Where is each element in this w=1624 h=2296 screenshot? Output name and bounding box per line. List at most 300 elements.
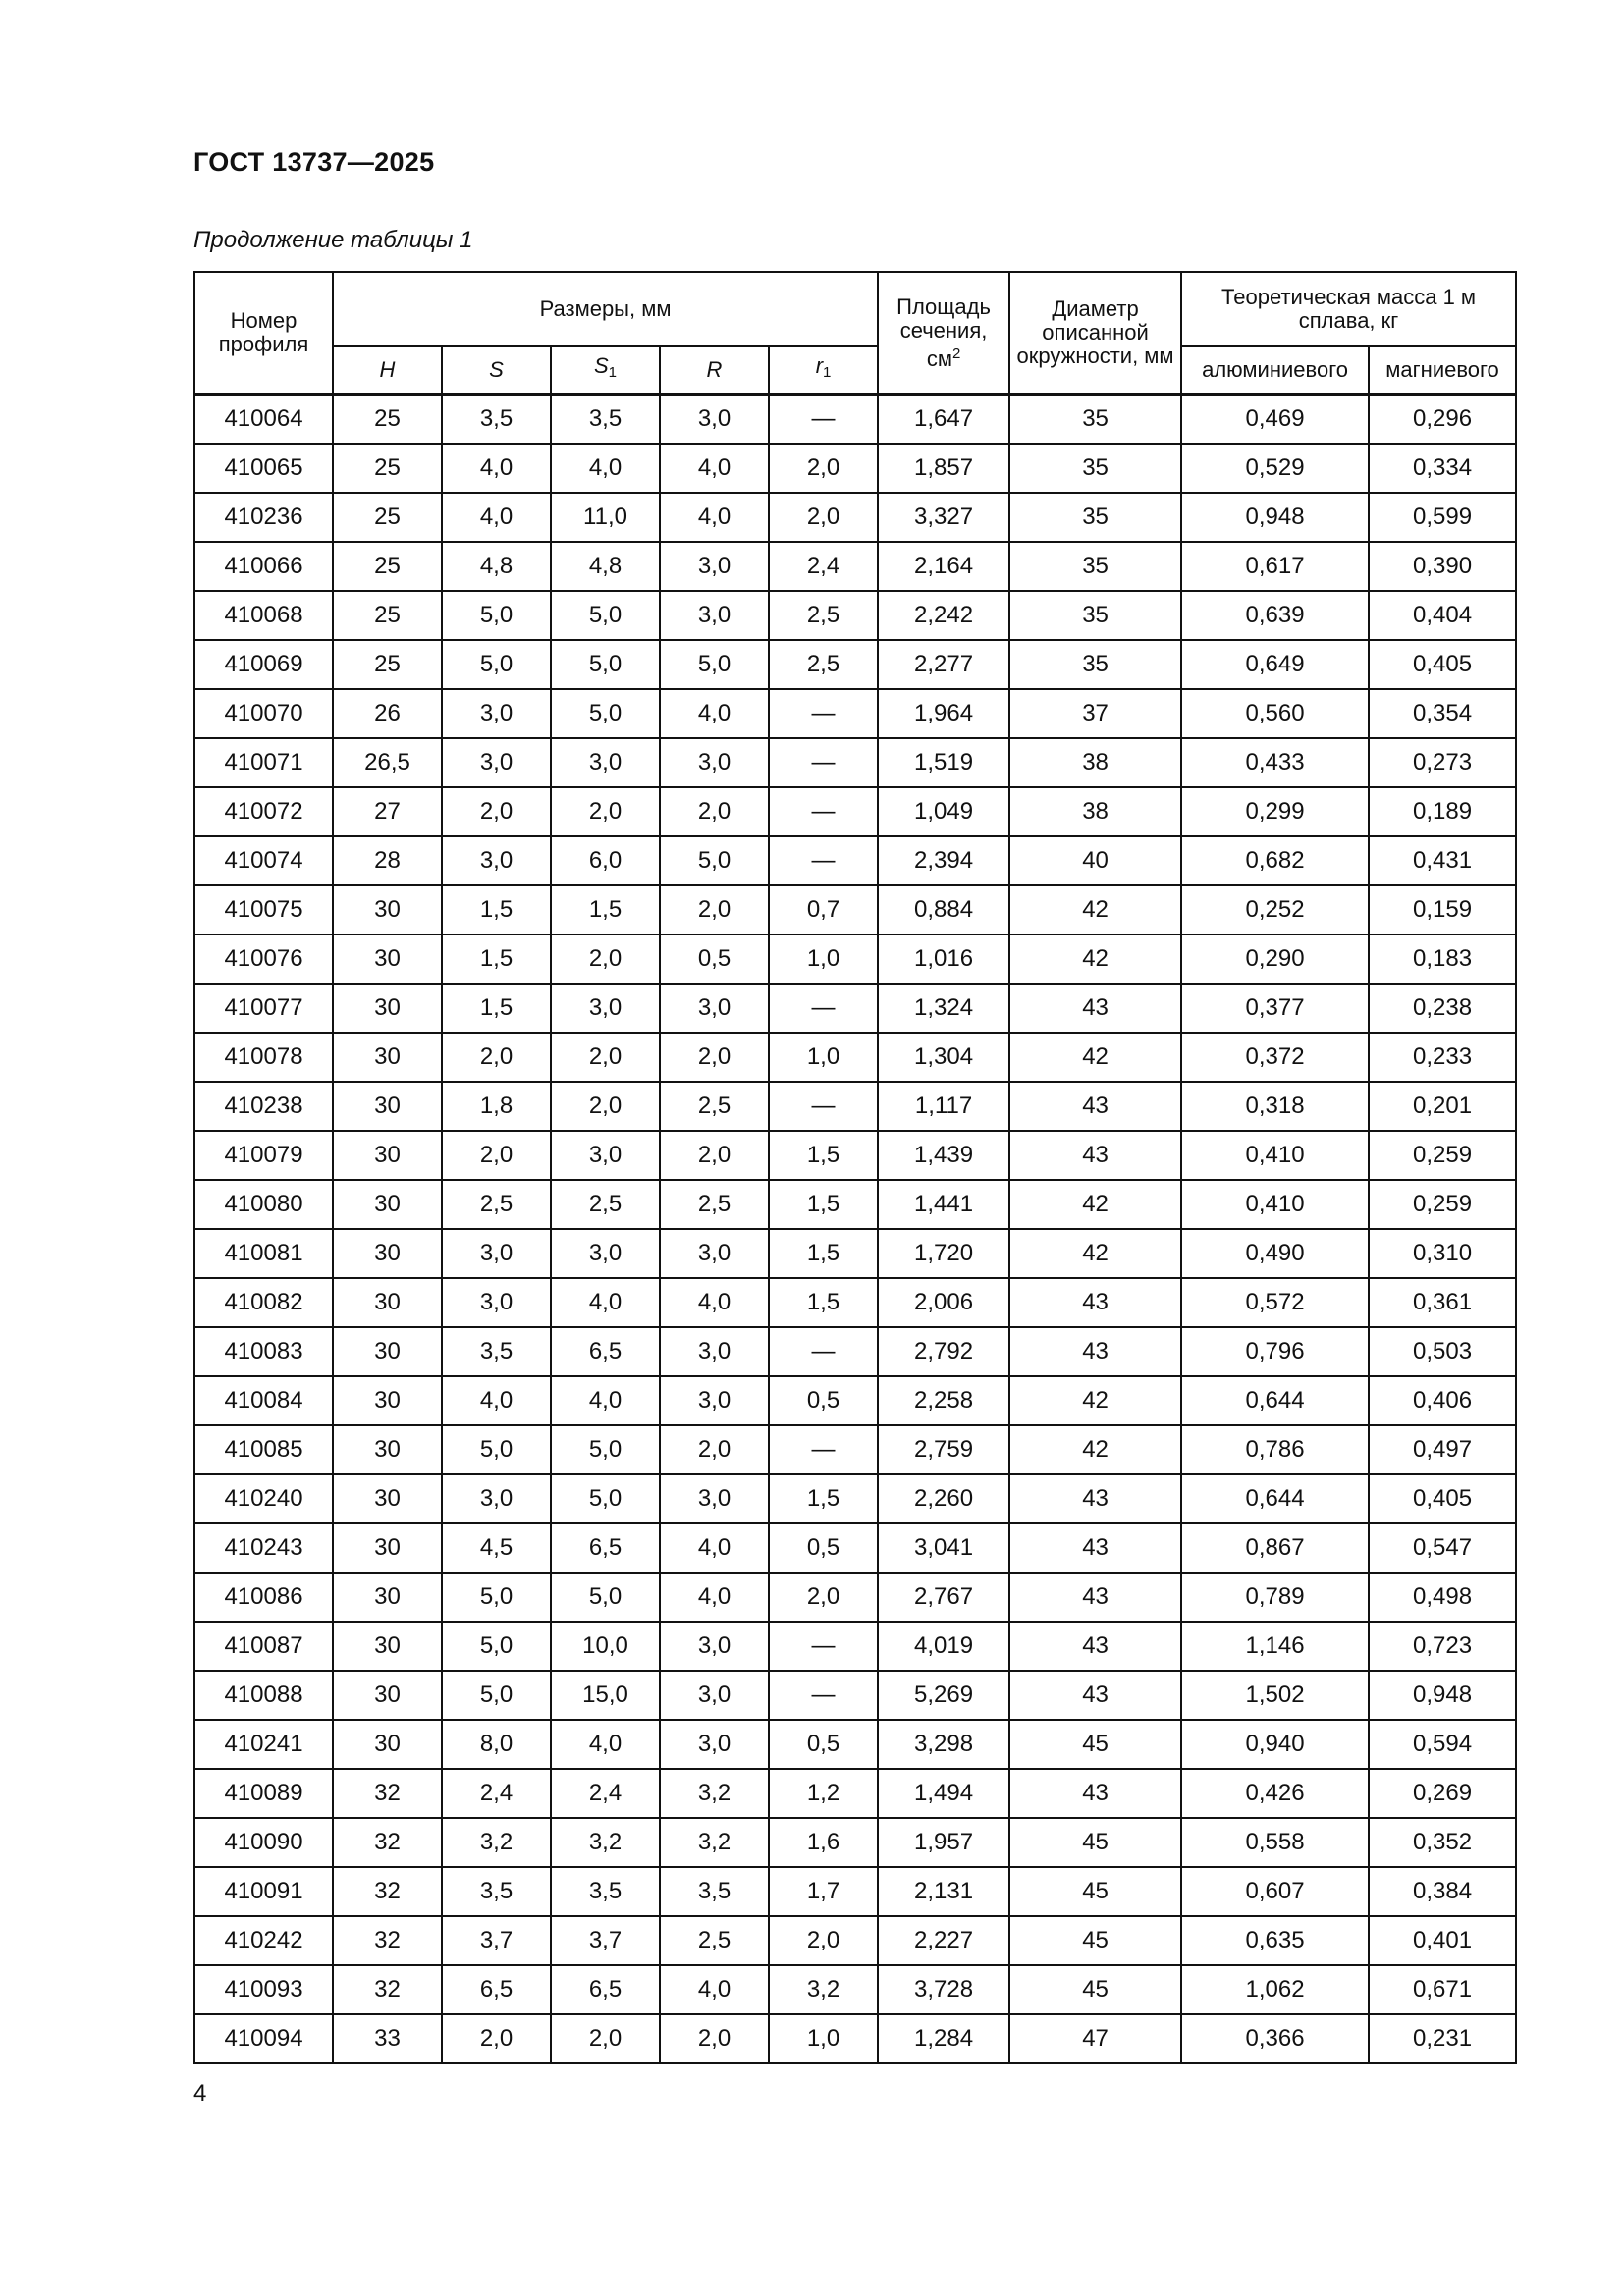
- table-row: [194, 1376, 1516, 1425]
- table-cell: 410068: [194, 591, 333, 640]
- table-cell: 2,0: [551, 1033, 660, 1082]
- table-cell: 2,0: [442, 787, 551, 836]
- table-cell: 1,857: [878, 444, 1009, 493]
- table-cell: 410090: [194, 1818, 333, 1867]
- table-cell: 43: [1009, 1131, 1181, 1180]
- header-area-sup: 2: [951, 345, 961, 362]
- table-cell: 4,0: [660, 1573, 769, 1622]
- table-cell: 47: [1009, 2014, 1181, 2063]
- table-cell: 2,006: [878, 1278, 1009, 1327]
- table-cell: 0,649: [1181, 640, 1369, 689]
- table-cell: 0,789: [1181, 1573, 1369, 1622]
- table-cell: 5,0: [551, 1573, 660, 1622]
- table-cell: 3,0: [660, 591, 769, 640]
- table-cell: 0,572: [1181, 1278, 1369, 1327]
- table-cell: 3,0: [442, 836, 551, 885]
- table-cell: 5,0: [442, 1671, 551, 1720]
- table-cell: 3,5: [442, 395, 551, 445]
- table-cell: 410084: [194, 1376, 333, 1425]
- table-cell: 43: [1009, 1327, 1181, 1376]
- table-cell: 30: [333, 1671, 442, 1720]
- header-area-line1: Площадь: [896, 294, 991, 319]
- table-cell: 0,259: [1369, 1180, 1516, 1229]
- table-row: [194, 444, 1516, 493]
- table-cell: 4,0: [660, 493, 769, 542]
- header-aluminium: алюминиевого: [1181, 346, 1369, 395]
- table-cell: 5,0: [442, 591, 551, 640]
- table-cell: 410093: [194, 1965, 333, 2014]
- table-cell: 25: [333, 444, 442, 493]
- table-cell: 3,0: [660, 984, 769, 1033]
- table-cell: 43: [1009, 1474, 1181, 1523]
- table-cell: 2,5: [551, 1180, 660, 1229]
- table-cell: 0,401: [1369, 1916, 1516, 1965]
- table-cell: 1,304: [878, 1033, 1009, 1082]
- table-cell: 3,0: [442, 1474, 551, 1523]
- table-cell: 1,5: [769, 1474, 878, 1523]
- table-cell: 2,0: [660, 2014, 769, 2063]
- table-cell: 0,183: [1369, 934, 1516, 984]
- table-row: [194, 836, 1516, 885]
- table-cell: 30: [333, 1082, 442, 1131]
- table-cell: 1,117: [878, 1082, 1009, 1131]
- table-cell: 2,4: [769, 542, 878, 591]
- table-cell: 2,5: [769, 640, 878, 689]
- table-cell: 5,0: [442, 640, 551, 689]
- table-cell: 0,547: [1369, 1523, 1516, 1573]
- table-cell: 3,5: [551, 395, 660, 445]
- table-cell: 0,7: [769, 885, 878, 934]
- table-cell: 2,277: [878, 640, 1009, 689]
- table-cell: 5,269: [878, 1671, 1009, 1720]
- table-cell: 410241: [194, 1720, 333, 1769]
- table-cell: 4,0: [660, 689, 769, 738]
- table-cell: 0,361: [1369, 1278, 1516, 1327]
- table-cell: 0,426: [1181, 1769, 1369, 1818]
- table-cell: 2,5: [660, 1082, 769, 1131]
- table-cell: 1,324: [878, 984, 1009, 1033]
- table-cell: 1,0: [769, 934, 878, 984]
- table-cell: 5,0: [551, 689, 660, 738]
- table-cell: 32: [333, 1867, 442, 1916]
- table-cell: 0,867: [1181, 1523, 1369, 1573]
- table-cell: 1,146: [1181, 1622, 1369, 1671]
- header-r1-base: r: [815, 353, 824, 378]
- table-cell: 6,5: [551, 1327, 660, 1376]
- table-cell: 2,759: [878, 1425, 1009, 1474]
- header-circumscribed-diameter: Диаметр описанной окружности, мм: [1009, 272, 1181, 395]
- table-cell: 2,4: [442, 1769, 551, 1818]
- table-row: [194, 885, 1516, 934]
- table-cell: 410065: [194, 444, 333, 493]
- table-cell: 0,410: [1181, 1131, 1369, 1180]
- table-cell: 3,2: [769, 1965, 878, 2014]
- table-cell: 410064: [194, 395, 333, 445]
- table-cell: 30: [333, 885, 442, 934]
- table-cell: 1,0: [769, 1033, 878, 1082]
- header-area-line2: сечения,: [899, 317, 988, 343]
- table-cell: 2,0: [551, 1082, 660, 1131]
- table-cell: 3,728: [878, 1965, 1009, 2014]
- table-row: [194, 1180, 1516, 1229]
- table-cell: 0,723: [1369, 1622, 1516, 1671]
- table-cell: 0,884: [878, 885, 1009, 934]
- table-cell: 3,5: [442, 1867, 551, 1916]
- table-cell: 0,384: [1369, 1867, 1516, 1916]
- profile-table: [193, 271, 1517, 2064]
- table-cell: 30: [333, 1229, 442, 1278]
- table-cell: 8,0: [442, 1720, 551, 1769]
- table-cell: 42: [1009, 1033, 1181, 1082]
- table-row: [194, 984, 1516, 1033]
- table-cell: 0,310: [1369, 1229, 1516, 1278]
- table-cell: 0,406: [1369, 1376, 1516, 1425]
- table-cell: 2,0: [660, 1131, 769, 1180]
- table-cell: 3,0: [442, 738, 551, 787]
- table-row: [194, 1229, 1516, 1278]
- table-cell: 11,0: [551, 493, 660, 542]
- table-cell: 30: [333, 1180, 442, 1229]
- table-cell: 5,0: [551, 640, 660, 689]
- table-cell: 410094: [194, 2014, 333, 2063]
- table-row: [194, 1573, 1516, 1622]
- table-cell: 6,5: [551, 1523, 660, 1573]
- table-cell: 410071: [194, 738, 333, 787]
- table-row: [194, 591, 1516, 640]
- table-cell: 3,2: [442, 1818, 551, 1867]
- table-cell: 3,2: [660, 1818, 769, 1867]
- table-row: [194, 1720, 1516, 1769]
- table-cell: 32: [333, 1916, 442, 1965]
- table-cell: 0,682: [1181, 836, 1369, 885]
- table-cell: 5,0: [442, 1425, 551, 1474]
- table-cell: —: [769, 689, 878, 738]
- table-cell: 410087: [194, 1622, 333, 1671]
- table-cell: 410076: [194, 934, 333, 984]
- table-cell: 1,5: [442, 885, 551, 934]
- table-cell: 1,647: [878, 395, 1009, 445]
- table-cell: 33: [333, 2014, 442, 2063]
- table-cell: 30: [333, 934, 442, 984]
- table-cell: 3,5: [442, 1327, 551, 1376]
- table-cell: 10,0: [551, 1622, 660, 1671]
- header-section-area: [878, 272, 1009, 395]
- table-cell: 410085: [194, 1425, 333, 1474]
- table-cell: 43: [1009, 1573, 1181, 1622]
- table-cell: 0,189: [1369, 787, 1516, 836]
- header-S1-base: S: [593, 353, 609, 378]
- table-cell: 43: [1009, 984, 1181, 1033]
- table-cell: 45: [1009, 1916, 1181, 1965]
- table-cell: 0,5: [660, 934, 769, 984]
- table-cell: 0,558: [1181, 1818, 1369, 1867]
- table-cell: 0,252: [1181, 885, 1369, 934]
- table-cell: 2,0: [551, 2014, 660, 2063]
- table-cell: 35: [1009, 640, 1181, 689]
- table-cell: 0,273: [1369, 738, 1516, 787]
- table-cell: 25: [333, 542, 442, 591]
- table-cell: 3,041: [878, 1523, 1009, 1573]
- table-cell: 2,0: [442, 1033, 551, 1082]
- table-row: [194, 2014, 1516, 2063]
- table-cell: 3,0: [660, 1474, 769, 1523]
- table-cell: 0,318: [1181, 1082, 1369, 1131]
- table-cell: 4,0: [551, 1376, 660, 1425]
- table-cell: 5,0: [551, 1425, 660, 1474]
- table-cell: 1,439: [878, 1131, 1009, 1180]
- table-cell: 2,258: [878, 1376, 1009, 1425]
- table-cell: 3,0: [551, 1229, 660, 1278]
- table-cell: 2,0: [660, 787, 769, 836]
- table-cell: 410088: [194, 1671, 333, 1720]
- table-cell: 37: [1009, 689, 1181, 738]
- table-cell: 30: [333, 984, 442, 1033]
- table-cell: 26: [333, 689, 442, 738]
- table-cell: —: [769, 1671, 878, 1720]
- table-row: [194, 1818, 1516, 1867]
- table-cell: 410081: [194, 1229, 333, 1278]
- table-cell: 3,0: [660, 738, 769, 787]
- table-cell: 25: [333, 493, 442, 542]
- table-cell: 0,948: [1369, 1671, 1516, 1720]
- table-cell: —: [769, 1082, 878, 1131]
- table-cell: 0,290: [1181, 934, 1369, 984]
- table-cell: 35: [1009, 395, 1181, 445]
- table-cell: 410089: [194, 1769, 333, 1818]
- table-cell: 3,0: [660, 1327, 769, 1376]
- table-cell: 0,201: [1369, 1082, 1516, 1131]
- table-cell: 3,5: [660, 1867, 769, 1916]
- table-cell: 43: [1009, 1622, 1181, 1671]
- table-cell: 30: [333, 1720, 442, 1769]
- table-cell: 0,410: [1181, 1180, 1369, 1229]
- table-cell: 1,494: [878, 1769, 1009, 1818]
- table-cell: 3,0: [442, 1278, 551, 1327]
- header-S: S: [442, 346, 551, 395]
- table-cell: 2,767: [878, 1573, 1009, 1622]
- header-profile-number: Номер профиля: [194, 272, 333, 395]
- table-cell: 25: [333, 591, 442, 640]
- table-row: [194, 493, 1516, 542]
- table-cell: 27: [333, 787, 442, 836]
- table-row: [194, 738, 1516, 787]
- table-cell: 1,957: [878, 1818, 1009, 1867]
- table-cell: 0,503: [1369, 1327, 1516, 1376]
- table-cell: 410074: [194, 836, 333, 885]
- table-cell: 410083: [194, 1327, 333, 1376]
- table-cell: 1,6: [769, 1818, 878, 1867]
- table-cell: 410243: [194, 1523, 333, 1573]
- table-cell: 30: [333, 1573, 442, 1622]
- table-cell: 42: [1009, 1376, 1181, 1425]
- table-cell: 5,0: [660, 836, 769, 885]
- table-cell: 410075: [194, 885, 333, 934]
- table-cell: 1,5: [769, 1131, 878, 1180]
- table-cell: 410080: [194, 1180, 333, 1229]
- table-cell: 3,0: [551, 984, 660, 1033]
- table-row: [194, 1916, 1516, 1965]
- table-cell: 30: [333, 1523, 442, 1573]
- table-cell: 6,5: [551, 1965, 660, 2014]
- table-cell: 2,0: [551, 934, 660, 984]
- table-row: [194, 1082, 1516, 1131]
- table-cell: 0,617: [1181, 542, 1369, 591]
- table-cell: 410069: [194, 640, 333, 689]
- table-row: [194, 1523, 1516, 1573]
- table-cell: 0,366: [1181, 2014, 1369, 2063]
- table-cell: 2,0: [442, 1131, 551, 1180]
- table-cell: 42: [1009, 1425, 1181, 1474]
- table-cell: 0,372: [1181, 1033, 1369, 1082]
- table-cell: 42: [1009, 885, 1181, 934]
- table-cell: 1,5: [442, 984, 551, 1033]
- table-row: [194, 1867, 1516, 1916]
- table-cell: 35: [1009, 444, 1181, 493]
- table-cell: 5,0: [442, 1622, 551, 1671]
- table-cell: 0,948: [1181, 493, 1369, 542]
- table-cell: 0,259: [1369, 1131, 1516, 1180]
- table-cell: 0,159: [1369, 885, 1516, 934]
- table-row: [194, 1671, 1516, 1720]
- table-cell: 0,635: [1181, 1916, 1369, 1965]
- table-cell: 4,0: [660, 1965, 769, 2014]
- table-cell: 3,0: [442, 689, 551, 738]
- table-cell: 43: [1009, 1671, 1181, 1720]
- table-cell: 4,5: [442, 1523, 551, 1573]
- table-cell: 30: [333, 1376, 442, 1425]
- table-cell: 0,5: [769, 1720, 878, 1769]
- table-cell: 6,0: [551, 836, 660, 885]
- table-cell: 1,2: [769, 1769, 878, 1818]
- table-cell: 30: [333, 1131, 442, 1180]
- table-cell: 2,0: [769, 1573, 878, 1622]
- table-cell: 32: [333, 1769, 442, 1818]
- table-cell: 410082: [194, 1278, 333, 1327]
- table-cell: 43: [1009, 1278, 1181, 1327]
- table-cell: 2,0: [769, 444, 878, 493]
- table-cell: 1,0: [769, 2014, 878, 2063]
- table-cell: 3,0: [660, 1671, 769, 1720]
- table-cell: 3,327: [878, 493, 1009, 542]
- table-cell: 0,529: [1181, 444, 1369, 493]
- table-cell: 410070: [194, 689, 333, 738]
- table-cell: 2,164: [878, 542, 1009, 591]
- table-cell: 4,0: [551, 1278, 660, 1327]
- document-title: ГОСТ 13737—2025: [193, 147, 435, 177]
- table-cell: 0,940: [1181, 1720, 1369, 1769]
- table-cell: 1,720: [878, 1229, 1009, 1278]
- table-cell: 4,0: [551, 444, 660, 493]
- table-cell: 1,016: [878, 934, 1009, 984]
- table-cell: 45: [1009, 1818, 1181, 1867]
- table-cell: 2,0: [442, 2014, 551, 2063]
- table-cell: 1,049: [878, 787, 1009, 836]
- table-cell: 3,7: [442, 1916, 551, 1965]
- table-cell: 2,5: [442, 1180, 551, 1229]
- table-cell: 0,796: [1181, 1327, 1369, 1376]
- table-cell: 4,0: [660, 444, 769, 493]
- table-cell: 0,639: [1181, 591, 1369, 640]
- header-S1: [551, 346, 660, 395]
- table-cell: 25: [333, 640, 442, 689]
- table-cell: 4,0: [660, 1278, 769, 1327]
- table-cell: 5,0: [660, 640, 769, 689]
- table-cell: 0,231: [1369, 2014, 1516, 2063]
- table-row: [194, 1769, 1516, 1818]
- table-cell: 1,5: [769, 1278, 878, 1327]
- table-cell: 0,498: [1369, 1573, 1516, 1622]
- table-cell: 42: [1009, 1180, 1181, 1229]
- table-cell: 3,298: [878, 1720, 1009, 1769]
- table-cell: 5,0: [442, 1573, 551, 1622]
- table-cell: —: [769, 738, 878, 787]
- header-r1-sub: 1: [823, 364, 832, 381]
- table-cell: 3,0: [660, 1720, 769, 1769]
- table-cell: 2,394: [878, 836, 1009, 885]
- table-cell: 0,497: [1369, 1425, 1516, 1474]
- table-cell: 1,5: [769, 1180, 878, 1229]
- table-row: [194, 1278, 1516, 1327]
- table-cell: 30: [333, 1033, 442, 1082]
- header-H: H: [333, 346, 442, 395]
- table-cell: 45: [1009, 1720, 1181, 1769]
- table-header: [194, 272, 1516, 395]
- table-cell: 0,377: [1181, 984, 1369, 1033]
- table-cell: 40: [1009, 836, 1181, 885]
- table-cell: 0,431: [1369, 836, 1516, 885]
- table-cell: 0,238: [1369, 984, 1516, 1033]
- table-cell: 0,599: [1369, 493, 1516, 542]
- table-cell: 0,352: [1369, 1818, 1516, 1867]
- table-cell: 3,0: [442, 1229, 551, 1278]
- table-cell: 0,490: [1181, 1229, 1369, 1278]
- table-cell: 3,0: [551, 738, 660, 787]
- table-row: [194, 689, 1516, 738]
- table-cell: 3,5: [551, 1867, 660, 1916]
- table-cell: 3,7: [551, 1916, 660, 1965]
- table-cell: 42: [1009, 934, 1181, 984]
- table-cell: 35: [1009, 542, 1181, 591]
- table-cell: 4,0: [551, 1720, 660, 1769]
- table-cell: 0,354: [1369, 689, 1516, 738]
- table-row: [194, 1425, 1516, 1474]
- table-cell: 1,8: [442, 1082, 551, 1131]
- table-cell: 0,594: [1369, 1720, 1516, 1769]
- table-cell: 32: [333, 1818, 442, 1867]
- table-cell: —: [769, 1622, 878, 1671]
- table-cell: 2,242: [878, 591, 1009, 640]
- table-row: [194, 787, 1516, 836]
- table-cell: 4,0: [442, 1376, 551, 1425]
- table-cell: 25: [333, 395, 442, 445]
- table-cell: 5,0: [551, 591, 660, 640]
- table-cell: 2,0: [660, 885, 769, 934]
- table-cell: —: [769, 1327, 878, 1376]
- table-cell: 43: [1009, 1082, 1181, 1131]
- table-cell: 45: [1009, 1965, 1181, 2014]
- table-row: [194, 1622, 1516, 1671]
- table-cell: 0,405: [1369, 640, 1516, 689]
- table-cell: 0,644: [1181, 1474, 1369, 1523]
- table-cell: 35: [1009, 591, 1181, 640]
- table-cell: 43: [1009, 1769, 1181, 1818]
- table-cell: 410242: [194, 1916, 333, 1965]
- table-cell: 30: [333, 1327, 442, 1376]
- table-cell: 0,433: [1181, 738, 1369, 787]
- table-cell: 1,5: [769, 1229, 878, 1278]
- table-cell: 3,0: [660, 542, 769, 591]
- table-cell: 4,8: [442, 542, 551, 591]
